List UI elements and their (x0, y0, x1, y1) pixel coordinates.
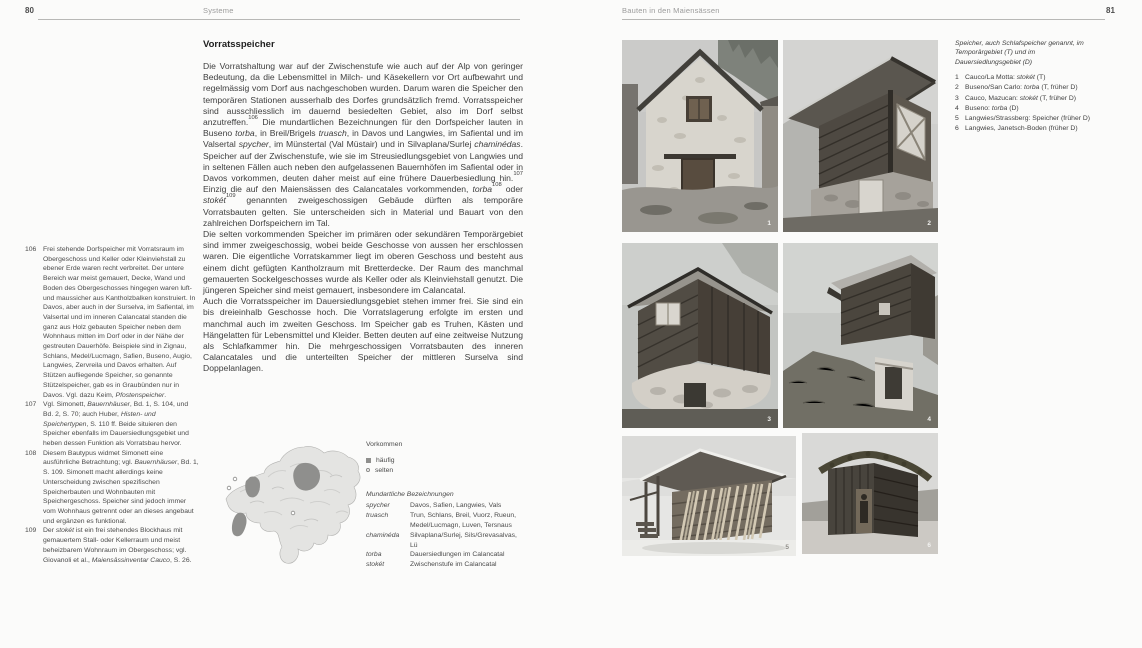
caption-number: 2 (955, 84, 959, 92)
legend-label: häufig (376, 456, 395, 464)
caption-text: Buseno/San Carlo: torba (T, früher D) (965, 84, 1078, 92)
caption-item (955, 83, 1091, 93)
footnote-number: 106 (25, 246, 37, 253)
winter-speicher-illustration (622, 436, 796, 556)
dialect-places: Davos, Safien, Langwies, Vals (410, 501, 502, 509)
caption-text: Cauco/La Motta: stokét (T) (965, 74, 1046, 82)
right-page (571, 0, 1142, 648)
log-speicher-corner-illustration (622, 243, 778, 428)
paragraph: Auch die Vorratsspeicher im Dauersiedlungsgebiet stehen immer frei. Sie sind ein bis dreieinhalb Geschosse hoch. Die Vorratslagerung erfolgte im ersten und manchmal auch im zweiten Geschoss. Im Speicher gab es Truhen, Kästen und Hängelatten für Lebensmittel und Kleider. Betten deuten auf eine zeitweise Nutzung als Schlafkammer hin. Die mehrgeschossigen Vorratsbauten des inneren Calancatales und die unterteilten Speicher der mittleren Surselva sind Doppelanlagen. (203, 296, 523, 374)
dialect-rows (366, 501, 526, 570)
dialect-term: spycher (366, 501, 390, 509)
footnote-number: 108 (25, 449, 37, 457)
legend-title: Vorkommen (366, 441, 403, 448)
dialect-terms (366, 490, 526, 570)
caption-list (955, 73, 1091, 134)
photo-5 (622, 436, 796, 556)
photo-number: 2 (927, 220, 931, 227)
paragraph: Die Vorratshaltung war auf der Zwischenstufe wie auch auf der Alp von geringer Bedeutung, da die Lebensmittel in Milch- und Käsekellern vor Ort aufbewahrt und regelmässig vom Dorf aus nachgeschoben wurden. Darum waren die Speicher den temporären Stationen ausserhalb des Dorfes grundsätzlich fremd. Vorratsspeicher sind ausschliesslich im dauernd besiedelten Gebiet, also im Dorf selbst anzutreffen.$^{106}$ Die mundartlichen Bezeichnungen für den Dorfspeicher lauten in Buseno torba, in Breil/Brigels truasch, in Davos und Langwies, im Safiental und im Valsertal spycher, im Münstertal (Val Müstair) und in Silvaplana/Surlej chaminédas. Speicher auf der Zwischenstufe, wie sie im Streusiedlungsgebiet von Langwies und in seltenen Fällen auch neben den aufgelassenen Bauernhöfen im Safiental oder in Davos vorkommen, deuten daher meist auf eine frühere Dauerbesiedlung hin.$^{107}$ Einzig die auf den Maiensässen des Calancatales vorkommenden, torba$^{108}$ oder stokét$^{109}$ genannten zweigeschossigen Gebäude dürften als temporäre Vorratsbauten gelten. Sie unterscheiden sich in Material und Bauart von den zahlreichen Dorfspeichern im Tal. (203, 61, 523, 228)
photo-3 (622, 243, 778, 428)
caption-number: 5 (955, 115, 959, 123)
caption-text: Cauco, Mazucan: stokét (T, früher D) (965, 94, 1077, 102)
caption-number: 3 (955, 94, 959, 102)
paragraph: Die selten vorkommenden Speicher im primären oder sekundären Temporärgebiet sind immer zweigeschossig, wobei beide Geschosse von aussen her erschlossen waren. Die eigentliche Vorratskammer liegt im oberen Geschoss und besteht aus einem dicht gefügten Kantholzraum mit Bretterdecke. Der Raum des manchmal gemauerten Sockelgeschosses wurde als Keller oder als Kleinviehstall genutzt. Die jüngeren Speicher sind meist gemauert, insbesondere im Calancatal. (203, 229, 523, 296)
footnote-number: 107 (25, 401, 37, 409)
caption-text: Langwies/Strassberg: Speicher (früher D) (965, 115, 1091, 123)
header-rule (622, 19, 1105, 20)
photo-6 (802, 433, 938, 554)
page-number: 80 (25, 6, 34, 15)
running-header: Bauten in den Maiensässen (622, 6, 720, 15)
stone-speicher-illustration (622, 40, 778, 232)
photo-2 (783, 40, 938, 232)
caption-text: Buseno: torba (D) (965, 104, 1019, 112)
caption-number: 1 (955, 74, 959, 82)
running-header: Systeme (203, 6, 234, 15)
dialect-row (366, 501, 526, 511)
caption-item (955, 104, 1091, 114)
legend-items (366, 455, 402, 475)
legend-label: selten (375, 466, 394, 474)
section-title: Vorratsspeicher (203, 39, 275, 50)
footnote-text: Diesem Bautypus widmet Simonett eine ausführliche Betrachtung; vgl. Bauernhäuser, Bd. 1, S. 109. Simonett macht allerdings keine Unterscheidung zwischen spezifischen Speicherbauten und Wohnbauten mit Speichergeschoss. Speicher sind jedoch immer vom Wohnhaus getrennt oder an dieses angebaut und ergänzen es funktional. (43, 449, 199, 525)
legend-item (366, 455, 402, 465)
photo-4 (783, 243, 938, 428)
dialect-row (366, 531, 526, 551)
dialect-row (366, 511, 526, 531)
dialect-title: Mundartliche Bezeichnungen (366, 491, 454, 498)
footnote (25, 400, 200, 449)
dialect-term: truasch (366, 511, 389, 519)
photo-number: 5 (785, 544, 789, 551)
photo-number: 6 (927, 542, 931, 549)
photo-number: 4 (927, 416, 931, 423)
footnote (25, 245, 200, 400)
dialect-term: chaminéda (366, 531, 400, 539)
caption-heading: Speicher, auch Schlafspeicher genannt, im Temporärgebiet (T) und im Dauersiedlungsgebiet (D) (955, 40, 1084, 66)
hillside-speicher-illustration (783, 243, 938, 428)
caption-item (955, 124, 1091, 134)
header-rule (38, 19, 520, 20)
dialect-row (366, 560, 526, 570)
dialect-places: Zwischenstufe im Calancatal (410, 561, 497, 569)
caption-item (955, 94, 1091, 104)
photo-number: 1 (767, 220, 771, 227)
photo-captions (955, 39, 1091, 134)
photo-1 (622, 40, 778, 232)
log-speicher-illustration (783, 40, 938, 232)
footnote-text: Vgl. Simonett, Bauernhäuser, Bd. 1, S. 104, und Bd. 2, S. 70; auch Huber, Histen- und Speichertypen, S. 110 ff. Beide situieren den Speicher ebenfalls im Dauersiedlungsgebiet und heben dessen Funktion als Vorratsbau hervor. (43, 401, 189, 448)
dialect-row (366, 550, 526, 560)
caption-item (955, 114, 1091, 124)
filled-square-icon (366, 458, 371, 463)
footnote (25, 449, 200, 527)
legend-item (366, 465, 402, 475)
caption-item (955, 73, 1091, 83)
photo-number: 3 (767, 416, 771, 423)
footnote-number: 109 (25, 527, 37, 535)
page-number: 81 (1106, 6, 1115, 15)
caption-text: Langwies, Janetsch-Boden (früher D) (965, 125, 1078, 133)
dialect-term: torba (366, 551, 382, 559)
caption-number: 6 (955, 125, 959, 133)
caption-number: 4 (955, 104, 959, 112)
dialect-term: stokét (366, 561, 385, 569)
footnote (25, 526, 200, 565)
dialect-places: Dauersiedlungen im Calancatal (410, 551, 505, 559)
dialect-places: Silvaplana/Surlej, Sils/Grevasalvas, Lü (410, 531, 517, 549)
graubuenden-map-illustration (220, 437, 366, 569)
footnote-text: Frei stehende Dorfspeicher mit Vorratsraum im Obergeschoss und Keller oder Kleinviehstall zu ebener Erde waren recht verbreitet. Der untere Bereich war meist gemauert, Decke, Wand und Boden des Obergeschosses hingegen waren luft- und maussicher aus Kantholzbalken konstruiert. In Davos, aber auch in der Surselva, im Safiental, im Valsertal und im inneren Calancatal standen die ganz aus Holz gebauten Speicher neben dem Wohnhaus mitten im Dorf oder in der Nähe der gestreuten Dauerhöfe. Beispiele sind in Zignau, Schlans, Medel/Lucmagn, Safien, Buseno, Augio, Langwies, Zervreila und Davos erhalten. Auf Stützen aufliegende Speicher, so genannte Stützelspeicher, gab es in Graubünden nur in Davos. Vgl. dazu Keim, Pfostenspeicher. (43, 246, 196, 399)
footnote-text: Der stokét ist ein frei stehendes Blockhaus mit gemauertem Stall- oder Kellerraum und meist beheizbarem Wohnraum im Obergeschoss; vgl. Giovanoli et al., Maiensässinventar Cauco, S. 26. (43, 527, 192, 564)
body-text (203, 61, 523, 375)
circle-icon (366, 468, 370, 472)
plank-speicher-illustration (802, 433, 938, 554)
dialect-places: Trun, Schlans, Breil, Vuorz, Rueun, Medel/Lucmagn, Luven, Tersnaus (410, 511, 517, 529)
map-legend (366, 441, 402, 475)
distribution-map (220, 437, 366, 569)
footnotes (25, 245, 200, 565)
